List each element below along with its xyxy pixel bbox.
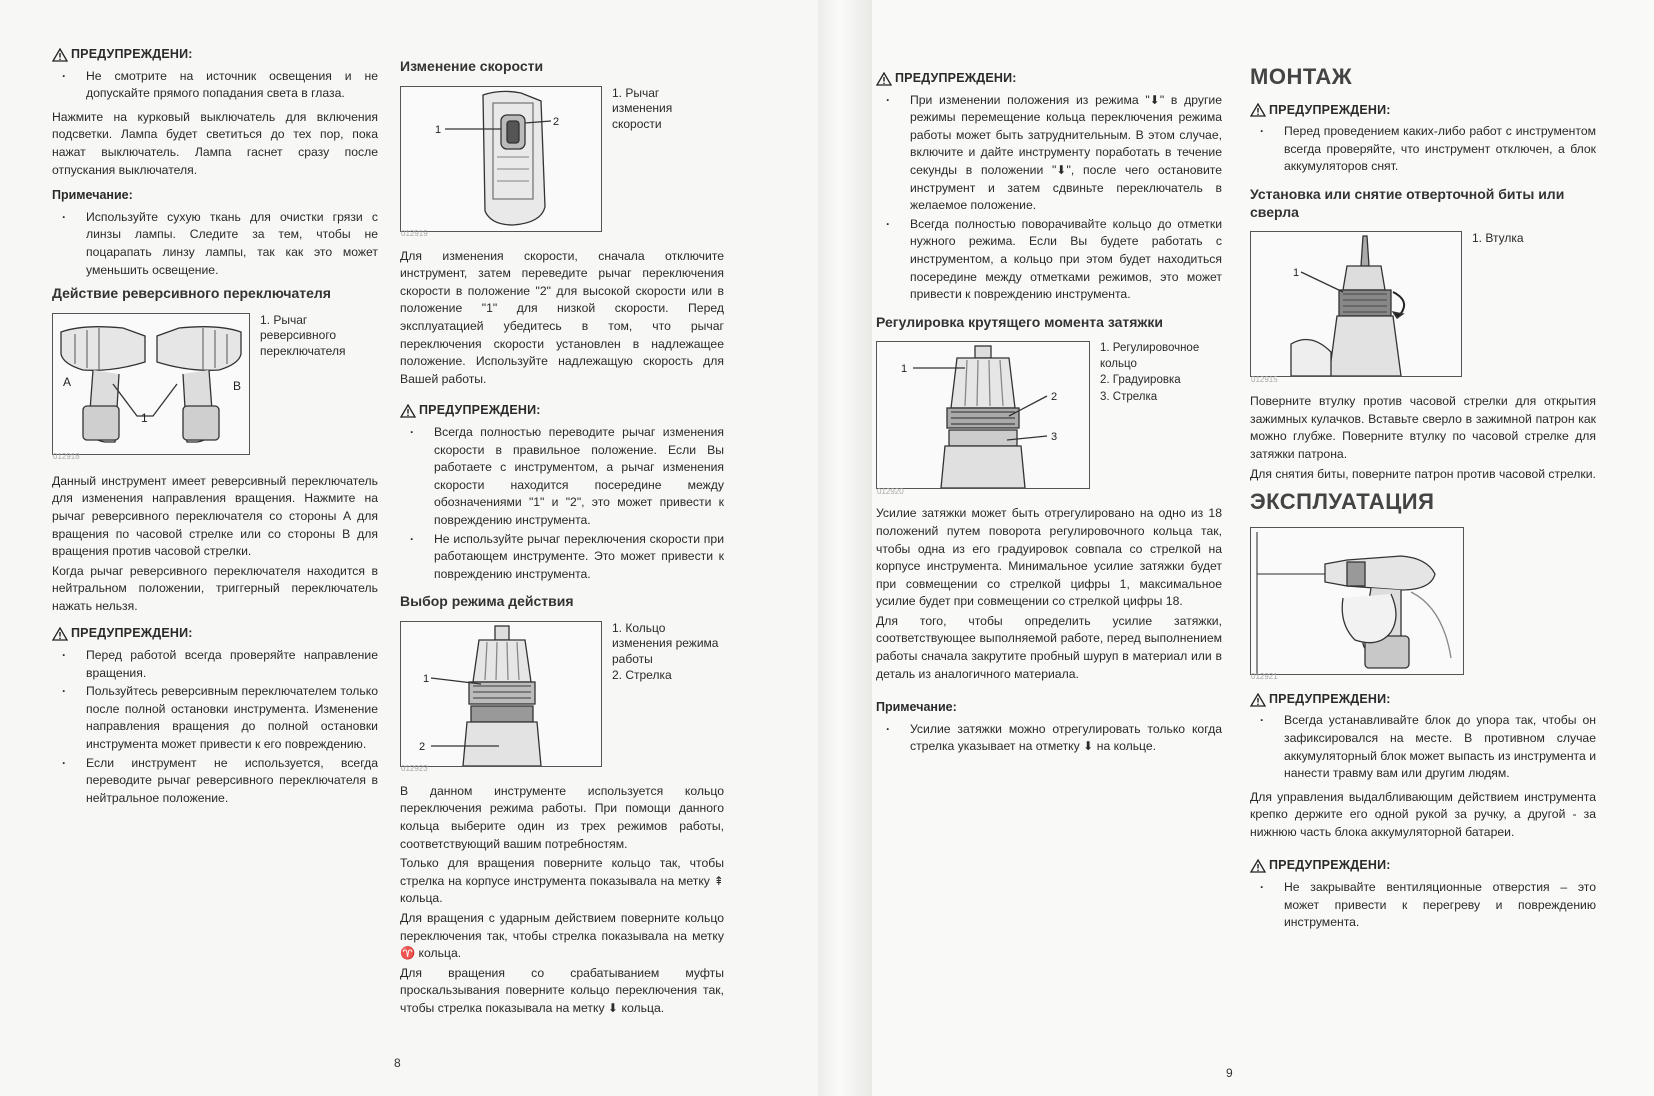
- left-column-1: [52, 46, 378, 813]
- figure-operation: [1250, 527, 1596, 682]
- figure-image: [400, 86, 602, 238]
- paragraph: В данном инструменте используется кольцо переключения режима работы. При помощи данного кольца выберите один из трех режимов работы, соответствующий вашим потребностям.: [400, 783, 724, 851]
- warning-list: [1250, 879, 1596, 932]
- label-a: A: [63, 374, 72, 389]
- right-column-1: [876, 70, 1222, 762]
- drill-sleeve-illustration: [1251, 232, 1461, 376]
- figure-image: [1250, 231, 1462, 384]
- label-3: 3: [1051, 431, 1058, 444]
- drill-in-hand-illustration: [1251, 528, 1463, 674]
- figure-reverse-switch: [52, 312, 378, 462]
- figure-caption: 1. Втулка: [1472, 231, 1524, 246]
- warning-list: [400, 424, 724, 583]
- list-item: · Не смотрите на источник освещения и не допускайте прямого попадания света в глаза.: [52, 68, 378, 103]
- label-2: 2: [1051, 391, 1058, 404]
- page-number: 9: [1226, 1066, 1233, 1080]
- warning-heading: ПРЕДУПРЕЖДЕНИ:: [876, 70, 1222, 88]
- warning-list: [876, 92, 1222, 304]
- list-item: · Не используйте рычаг переключения скорости при работающем инструменте. Это может привести к повреждению инструмента.: [400, 531, 724, 584]
- paragraph: Когда рычаг реверсивного переключателя находится в нейтральном положении, триггерный переключатель нажать нельзя.: [52, 563, 378, 613]
- figure-image: [1250, 527, 1464, 682]
- paragraph: Нажмите на курковый выключатель для включения подсветки. Лампа будет светиться до тех пор, пока нажат выключатель. Лампа гаснет сразу после отпускания выключателя.: [52, 109, 378, 177]
- paragraph: Усилие затяжки может быть отрегулировано на одно из 18 положений путем поворота регулировочного кольца так, чтобы одна из его градуировок совпала со стрелкой на корпусе инструмента. Минимальное усилие затяжки будет при совмещении со стрелкой цифры 1, максимальное усилие будет при совмещении со стрелкой цифры 18.: [876, 506, 1222, 609]
- label-1: 1: [141, 410, 148, 425]
- warning-heading: ПРЕДУПРЕЖДЕНИ:: [52, 46, 378, 64]
- figure-speed-lever: [400, 86, 724, 236]
- warning-list: [1250, 712, 1596, 782]
- label-1: 1: [1293, 267, 1300, 280]
- figure-torque-ring: [876, 341, 1222, 496]
- warning-triangle-icon: [52, 627, 68, 641]
- list-item: · Если инструмент не используется, всегда переводите рычаг реверсивного переключателя в нейтральное положение.: [52, 755, 378, 808]
- list-item: · При изменении положения из режима "⬇" в другие режимы перемещение кольца переключения режима работы может быть затруднительным. В этом случае, включите и дайте инструменту поработать в течение секунды в положении "⬇", после чего остановите инструмент и затем сдвиньте переключатель в желаемое положение.: [876, 92, 1222, 215]
- warning-list: [1250, 123, 1596, 176]
- label-2: 2: [553, 115, 560, 128]
- warning-heading: ПРЕДУПРЕЖДЕНИ:: [1250, 691, 1596, 709]
- figure-code: 012920: [877, 486, 904, 496]
- list-item: · Всегда полностью поворачивайте кольцо до отметки нужного режима. Если Вы будете работать с инструментом, а кольцо при этом будет находиться посередине между отметками режимов, это может привести к повреждению инструмента.: [876, 216, 1222, 304]
- paragraph: Только для вращения поверните кольцо так, чтобы стрелка на корпусе инструмента показывала на метку ⇞ кольца.: [400, 856, 724, 906]
- drill-top-view-illustration: [401, 87, 601, 231]
- warning-list: [52, 68, 378, 103]
- note-list: [52, 209, 378, 279]
- list-item: · Всегда полностью переводите рычаг изменения скорости в правильное положение. Если Вы работаете с инструментом, а рычаг изменения скорости находится посередине между обозначениями "1" и "2", это может привести к повреждению инструмента.: [400, 424, 724, 530]
- paragraph: Для снятия биты, поверните патрон против часовой стрелки.: [1250, 466, 1596, 481]
- list-item: · Пользуйтесь реверсивным переключателем только после полной остановки инструмента. Изменение направления вращения до полной остановки инструмента может привести к его повреждению.: [52, 683, 378, 753]
- list-item: · Не закрывайте вентиляционные отверстия – это может привести к перегреву и повреждению инструмента.: [1250, 879, 1596, 932]
- list-item: · Усилие затяжки можно отрегулировать только когда стрелка указывает на отметку ⬇ на кольце.: [876, 721, 1222, 756]
- label-1: 1: [901, 363, 908, 376]
- list-item: · Используйте сухую ткань для очистки грязи с линзы лампы. Следите за тем, чтобы не поцарапать линзу лампы, так как это может уменьшить освещение.: [52, 209, 378, 279]
- paragraph: Для изменения скорости, сначала отключите инструмент, затем переведите рычаг переключения скорости в положение "2" для высокой скорости или в положение "1" для низкой скорости. Перед эксплуатацией убедитесь в том, что рычаг переключения скорости установлен в надлежащее положение. Используйте надлежащую скорость для Вашей работы.: [400, 248, 724, 386]
- paragraph: Для управления выдалбливающим действием инструмента крепко держите его одной рукой за ручку, а другой - за нижнюю часть блока аккумуляторной батареи.: [1250, 789, 1596, 839]
- paragraph: Данный инструмент имеет реверсивный переключатель для изменения направления вращения. Нажмите на рычаг реверсивного переключателя со стороны A для вращения по часовой стрелке или со стороны B для вращения против часовой стрелки.: [52, 473, 378, 559]
- list-item: · Всегда устанавливайте блок до упора так, чтобы он зафиксировался на месте. В противном случае аккумуляторный блок может выпасть из инструмента и нанести травму вам или другим людям.: [1250, 712, 1596, 782]
- figure-code: 012919: [401, 229, 428, 238]
- warning-triangle-icon: [876, 72, 892, 86]
- list-item: · Перед проведением каких-либо работ с инструментом всегда проверяйте, что инструмент отключен, а блок аккумуляторов снят.: [1250, 123, 1596, 176]
- figure-code: 012921: [1251, 672, 1278, 682]
- label-b: B: [233, 378, 242, 393]
- warning-heading: ПРЕДУПРЕЖДЕНИ:: [400, 402, 724, 420]
- warning-heading: ПРЕДУПРЕЖДЕНИ:: [52, 625, 378, 643]
- left-column-2: [400, 52, 724, 1020]
- warning-triangle-icon: [1250, 103, 1266, 117]
- warning-heading: ПРЕДУПРЕЖДЕНИ:: [1250, 857, 1596, 875]
- figure-caption: 1. Регулировочное кольцо 2. Градуировка 3. Стрелка: [1100, 342, 1200, 403]
- label-2: 2: [419, 740, 426, 753]
- section-heading-torque: Регулировка крутящего момента затяжки: [876, 313, 1163, 330]
- section-heading-bit: Установка или снятие отверточной биты или сверла: [1250, 185, 1565, 220]
- section-heading-mode: Выбор режима действия: [400, 593, 574, 610]
- figure-caption: 1. Рычаг реверсивного переключателя: [260, 312, 346, 358]
- note-list: [876, 721, 1222, 756]
- section-heading-operation: ЭКСПЛУАТАЦИЯ: [1250, 489, 1435, 515]
- drill-reverse-illustration: [53, 314, 249, 454]
- warning-triangle-icon: [1250, 693, 1266, 707]
- figure-caption: 1. Кольцо изменения режима работы 2. Стрелка: [612, 620, 719, 683]
- section-heading-reverse-switch: Действие реверсивного переключателя: [52, 285, 331, 302]
- figure-caption: 1. Рычаг изменения скорости: [612, 85, 673, 131]
- figure-image: [400, 621, 602, 774]
- warning-triangle-icon: [1250, 859, 1266, 873]
- label-1: 1: [435, 123, 442, 136]
- paragraph: Для вращения со срабатыванием муфты проскальзывания поверните кольцо переключения так, чтобы стрелка показывала на метку ⬇ кольца.: [400, 965, 724, 1015]
- drill-torque-ring-illustration: [877, 342, 1089, 488]
- list-item: · Перед работой всегда проверяйте направление вращения.: [52, 647, 378, 682]
- figure-image: [876, 341, 1090, 496]
- warning-heading: ПРЕДУПРЕЖДЕНИ:: [1250, 102, 1596, 120]
- figure-bit-sleeve: [1250, 231, 1596, 384]
- label-1: 1: [423, 672, 430, 685]
- paragraph: Поверните втулку против часовой стрелки для открытия зажимных кулачков. Вставьте сверло в зажимной патрон как можно глубже. Поверните втулку по часовой стрелке для затяжки патрона.: [1250, 394, 1596, 461]
- drill-chuck-mode-illustration: [401, 622, 601, 766]
- warning-list: [52, 647, 378, 807]
- note-heading: Примечание:: [876, 700, 957, 715]
- figure-code: 012923: [401, 764, 428, 774]
- section-heading-speed: Изменение скорости: [400, 58, 544, 74]
- paragraph: Для вращения с ударным действием поверните кольцо переключения так, чтобы стрелка показывала на метку ♈ кольца.: [400, 911, 724, 961]
- page-number: 8: [394, 1056, 401, 1070]
- figure-code: 012915: [1251, 374, 1278, 384]
- paragraph: Для того, чтобы определить усилие затяжки, соответствующее выполняемой работе, перед выполнением работы сначала закрутите пробный шуруп в материал или в деталь из аналогичного материала.: [876, 613, 1222, 681]
- page-gutter: [818, 0, 872, 1096]
- figure-code: 012918: [53, 452, 80, 462]
- right-column-2: [1250, 64, 1596, 938]
- warning-triangle-icon: [52, 48, 68, 62]
- note-heading: Примечание:: [52, 188, 133, 203]
- section-heading-assembly: МОНТАЖ: [1250, 64, 1353, 89]
- figure-image: [52, 313, 250, 462]
- figure-mode-ring: [400, 620, 724, 774]
- warning-triangle-icon: [400, 404, 416, 418]
